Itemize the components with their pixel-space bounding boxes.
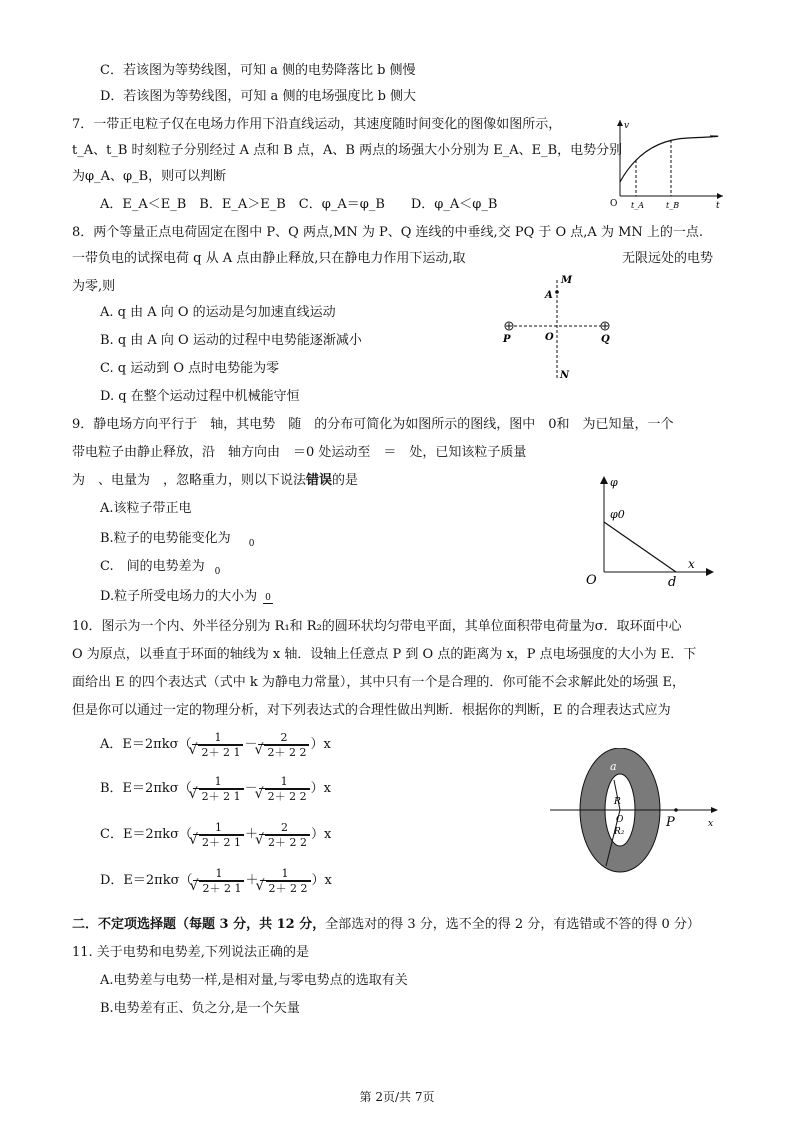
q7-v-axis-arrow [617,120,623,126]
q10-option-c-frac2 [259,821,310,850]
q9-phi-label: φ [610,476,618,489]
q10-option-c-tail: ）x [311,827,332,842]
q10-option-b-tail: ）x [310,781,331,796]
section2-heading [72,916,700,934]
q9-option-c-sub: 0 [214,566,221,577]
q10-option-a-num2: 2 [258,731,309,745]
q8-point-a [555,290,559,294]
q10-option-b-num2: 1 [259,775,310,789]
q7-stem-line3: 为φ_A、φ_B，则可以判断 [72,169,227,184]
q10-label-r1: R [614,797,621,807]
q9-stem-line1: 9．静电场方向平行于 轴，其电势 随 的分布可简化为如图所示的图线，图中 0和 为已知量，一个 [72,417,674,432]
q6-option-c: C．若该图为等势线图，可知 a 侧的电势降落比 b 侧慢 [100,63,416,78]
q8-label-o: O [545,332,554,343]
q7-stem-line1: 7．一带正电粒子仅在电场力作用下沿直线运动，其速度随时间变化的图像如图所示， [72,117,562,132]
q9-x-axis-arrow [706,568,714,576]
q10-option-d-num1: 1 [193,867,244,881]
section2-title: 二．不定项选择题（每题 3 分，共 12 分， [72,917,326,932]
q10-option-d-den2: √ 2＋ 2 2 [266,881,311,896]
q10-option-d-tail: ）x [311,873,332,888]
q10-option-b-op: － [244,781,258,796]
q8-option-c: C. q 运动到 O 点时电势能为零 [100,361,280,376]
q9-origin-label: O [586,573,597,588]
q9-stem-line3a: 为 、电量为 ，忽略重力，则以下说法 [72,473,307,488]
q9-stem-line3 [72,472,358,490]
q9-keyword-wrong: 错误 [306,473,333,488]
q10-stem-line1: 10．图示为一个内、外半径分别为 R₁和 R₂的圆环状均匀带电平面，其单位面积带电荷量为σ．取环面中心 [72,619,682,634]
q7-origin-label: O [610,199,618,209]
q8-stem-line2a: 一带负电的试探电荷 q 从 A 点由静止释放,只在静电力作用下运动,取 [72,251,466,266]
q9-option-d [100,588,273,606]
q10-label-p: P [666,815,675,830]
q10-option-d-label: D．E＝2πkσ（ [100,873,193,888]
q9-d-label: d [668,575,677,590]
q7-velocity-curve [620,136,718,182]
q10-option-c-frac1 [193,821,244,850]
q9-phi0-label: φ0 [610,508,625,521]
q10-stem-line4: 但是你可以通过一定的物理分析，对下列表达式的合理性做出判断．根据你的判断，E 的合理表达式应为 [72,703,671,718]
q9-option-c [100,558,220,581]
q9-phi-axis-arrow [600,476,608,484]
q9-stem-line2: 带电粒子由静止释放，沿 轴方向由 ＝0 处运动至 ＝ 处，已知该粒子质量 [72,445,527,460]
q9-option-b [100,530,254,553]
q10-option-c-den1: √ 2＋ 2 1 [199,835,244,850]
q10-stem-line3: 面给出 E 的四个表达式（式中 k 为静电力常量），其中只有一个是合理的．你可能不会求解此处的场强 E， [72,675,686,690]
q8-stem-line2b: 无限远处的电势 [622,251,714,266]
q10-option-d-frac2 [260,867,311,896]
q8-stem-line1: 8．两个等量正点电荷固定在图中 P、Q 两点,MN 为 P、Q 连线的中垂线,交 PQ 于 O 点,A 为 MN 上的一点. [72,225,704,240]
q8-label-m: M [561,275,573,286]
section2-rule: 全部选对的得 3 分，选不全的得 2 分，有选错或不答的得 0 分） [325,917,700,932]
q10-option-b-den2: √ 2＋ 2 2 [265,789,310,804]
q10-option-d [100,866,332,896]
q11-stem: 11. 关于电势和电势差,下列说法正确的是 [72,945,309,960]
q10-option-a-frac2 [258,731,309,760]
q7-stem-line2: t_A、t_B 时刻粒子分别经过 A 点和 B 点，A、B 两点的场强大小分别为 E_A、E_B，电势分别 [72,143,623,158]
q7-options: A．E_A＜E_B B．E_A＞E_B C．φ_A＝φ_B D．φ_A＜φ_B [100,197,498,212]
q7-v-label: v [624,121,630,131]
q10-option-b-label: B．E＝2πkσ（ [100,781,192,796]
q10-label-x: x [708,819,714,829]
q11-option-a: A.电势差与电势一样,是相对量,与零电势点的选取有关 [100,973,408,988]
q10-option-d-den1: √ 2＋ 2 1 [199,881,244,896]
q8-label-a: A [545,290,553,301]
q10-option-b [100,774,331,804]
q8-label-p: P [503,334,511,345]
q9-x-label: x [688,557,695,571]
q7-ta-label: t_A [631,201,644,210]
q9-option-a: A.该粒子带正电 [100,501,192,516]
q10-option-c-num2: 2 [259,821,310,835]
q10-option-b-den1: √ 2＋ 2 1 [199,789,244,804]
q10-option-b-frac1 [193,775,244,804]
q10-option-a [100,730,331,760]
q7-tb-label: t_B [666,201,680,210]
q10-x-axis-arrow [711,807,718,813]
q10-option-d-frac1 [193,867,244,896]
q9-potential-line [604,522,676,572]
q9-option-c-text: C. 间的电势差为 [100,559,205,574]
q9-option-d-frac: 0 [265,593,271,603]
q10-option-c-label: C．E＝2πkσ（ [100,827,193,842]
q10-option-c-num1: 1 [193,821,244,835]
q8-option-d: D. q 在整个运动过程中机械能守恒 [100,389,300,404]
q10-option-c-op: ＋ [245,827,259,842]
q10-point-p [674,808,678,812]
q10-option-a-den1: √ 2＋ 2 1 [198,745,243,760]
q10-option-d-num2: 1 [260,867,311,881]
q8-label-q: Q [601,334,610,345]
q6-option-d: D．若该图为等势线图，可知 a 侧的电场强度比 b 侧大 [100,89,417,104]
q10-ring-diagram [548,748,723,878]
q9-option-d-text: D.粒子所受电场力的大小为 [100,589,258,604]
q10-option-d-op: ＋ [245,873,259,888]
q9-stem-line3c: 的是 [332,473,359,488]
q10-option-b-frac2 [259,775,310,804]
q7-t-label: t [716,201,720,211]
q8-option-b: B. q 由 A 向 O 运动的过程中电势能逐渐减小 [100,333,362,348]
q7-t-axis-arrow [717,193,723,199]
q9-potential-graph [580,470,720,590]
q10-option-a-frac1 [192,731,243,760]
q9-option-b-sub: 0 [248,538,255,549]
q9-option-b-text: B.粒子的电势能变化为 [100,531,231,546]
q10-stem-line2: O 为原点，以垂直于环面的轴线为 x 轴．设轴上任意点 P 到 O 点的距离为 x，P 点电场强度的大小为 E．下 [72,647,697,662]
q7-velocity-time-graph [598,112,728,212]
q10-option-a-den2: √ 2＋ 2 2 [264,745,309,760]
page-footer: 第 2页/共 7页 [359,1090,435,1104]
q10-option-a-num1: 1 [192,731,243,745]
q10-label-r2: R₂ [614,827,625,837]
q8-charges-diagram [495,270,625,385]
q10-option-c-den2: √ 2＋ 2 2 [265,835,310,850]
q10-label-o: O [616,815,624,825]
q8-option-a: A. q 由 A 向 O 的运动是匀加速直线运动 [100,305,336,320]
q10-option-a-label: A．E＝2πkσ（ [100,737,192,752]
q8-label-n: N [560,370,570,381]
q11-option-b: B.电势差有正、负之分,是一个矢量 [100,1001,300,1016]
q10-label-a: a [610,760,617,773]
q10-option-a-tail: ）x [310,737,331,752]
q10-option-a-op: － [244,737,258,752]
q8-stem-line3: 为零,则 [72,279,116,294]
q10-option-b-num1: 1 [193,775,244,789]
q10-option-c [100,820,331,850]
